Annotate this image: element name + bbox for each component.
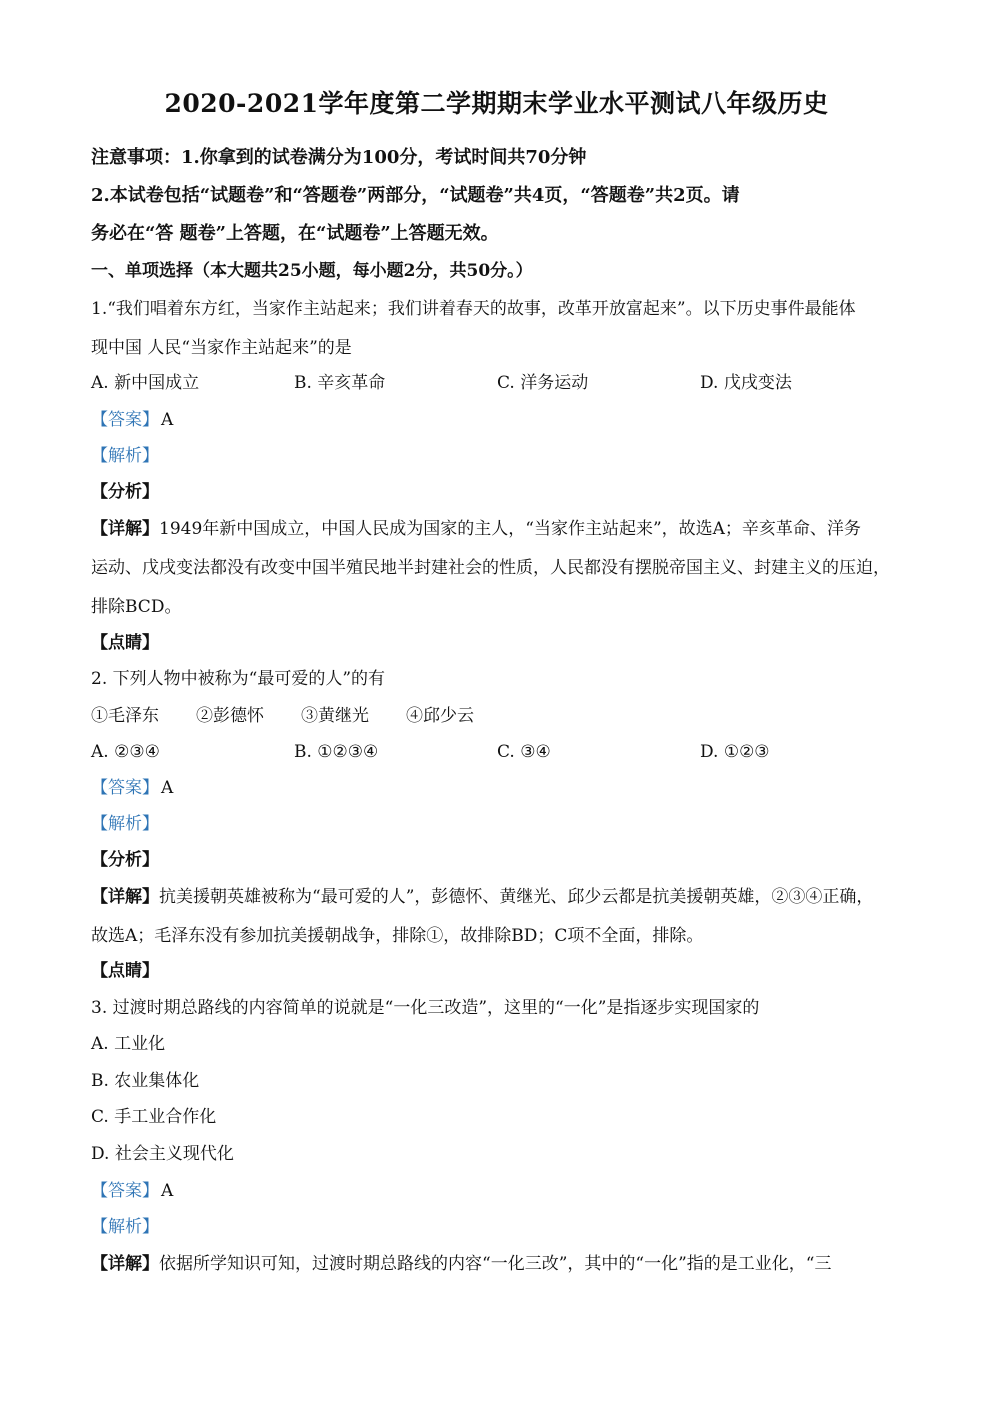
q2-fenxi-tag: 【分析】 <box>91 850 159 870</box>
q3-stem-line-1: 3. 过渡时期总路线的内容简单的说就是“一化三改造”，这里的“一化”是指逐步实现国家的 <box>91 998 760 1018</box>
q2-item-1: ①毛泽东 <box>91 706 159 726</box>
q2-dianjing-line <box>91 956 159 986</box>
q1-detail-line-2: 运动、戊戌变法都没有改变中国半殖民地半封建社会的性质，人民都没有摆脱帝国主义、封建主义的压迫， <box>91 558 890 578</box>
q1-answer-tag: 【答案】 <box>91 410 159 430</box>
q2-option-d: D. ①②③ <box>700 742 770 762</box>
q2-option-c: C. ③④ <box>497 742 551 762</box>
q3-answer-tag: 【答案】 <box>91 1181 159 1201</box>
q1-dianjing-tag: 【点睛】 <box>91 633 159 653</box>
q1-option-c: C. 洋务运动 <box>497 373 589 393</box>
q1-detail-line-3: 排除BCD。 <box>91 597 182 617</box>
q1-detail-tag: 【详解】 <box>91 519 159 539</box>
q3-detail-text-1: 依据所学知识可知，过渡时期总路线的内容“一化三改”，其中的“一化”指的是工业化，“三 <box>159 1254 832 1274</box>
q3-option-a: A. 工业化 <box>91 1034 166 1054</box>
q2-detail-line-2: 故选A；毛泽东没有参加抗美援朝战争，排除①，故排除BD；C项不全面，排除。 <box>91 926 704 946</box>
q3-analysis-tag: 【解析】 <box>91 1217 159 1237</box>
q2-dianjing-tag: 【点睛】 <box>91 961 159 981</box>
notice-line-2: 2.本试卷包括“试题卷”和“答题卷”两部分，“试题卷”共4页，“答题卷”共2页。请 <box>91 185 740 206</box>
q2-option-a: A. ②③④ <box>91 742 160 762</box>
notice-line-3: 务必在“答 题卷”上答题，在“试题卷”上答题无效。 <box>91 223 499 244</box>
q1-detail-line-1 <box>91 514 861 544</box>
notice-line-1: 注意事项：1.你拿到的试卷满分为100分，考试时间共70分钟 <box>91 147 587 168</box>
q1-stem-line-2: 现中国 人民“当家作主站起来”的是 <box>91 338 352 358</box>
q1-fenxi-tag: 【分析】 <box>91 482 159 502</box>
q3-detail-line-1 <box>91 1249 831 1279</box>
q3-option-b: B. 农业集体化 <box>91 1071 200 1091</box>
q2-answer-line <box>91 773 173 803</box>
q3-analysis-line <box>91 1212 159 1242</box>
q2-item-2: ②彭德怀 <box>196 706 264 726</box>
q1-option-a: A. 新中国成立 <box>91 373 200 393</box>
q2-option-b: B. ①②③④ <box>294 742 379 762</box>
q1-dianjing-line <box>91 628 159 658</box>
q2-answer-value: A <box>161 778 174 798</box>
q1-detail-text-1: 1949年新中国成立，中国人民成为国家的主人，“当家作主站起来”，故选A；辛亥革命、洋务 <box>159 519 861 539</box>
q1-fenxi-line <box>91 477 159 507</box>
q1-analysis-tag: 【解析】 <box>91 446 159 466</box>
q3-answer-value: A <box>161 1181 174 1201</box>
q2-analysis-line <box>91 809 159 839</box>
q3-option-c: C. 手工业合作化 <box>91 1107 217 1127</box>
q2-detail-tag: 【详解】 <box>91 887 159 907</box>
q1-analysis-line <box>91 441 159 471</box>
q2-detail-text-1: 抗美援朝英雄被称为“最可爱的人”，彭德怀、黄继光、邱少云都是抗美援朝英雄，②③④正确， <box>159 887 874 907</box>
section-heading: 一、单项选择（本大题共25小题，每小题2分，共50分。） <box>91 261 533 281</box>
q3-option-d: D. 社会主义现代化 <box>91 1144 234 1164</box>
q2-answer-tag: 【答案】 <box>91 778 159 798</box>
q2-analysis-tag: 【解析】 <box>91 814 159 834</box>
q2-item-3: ③黄继光 <box>301 706 369 726</box>
q1-answer-line <box>91 405 173 435</box>
q3-answer-line <box>91 1176 173 1206</box>
page-title: 2020-2021学年度第二学期期末学业水平测试八年级历史 <box>164 89 829 118</box>
q2-fenxi-line <box>91 845 159 875</box>
q1-stem-line-1: 1.“我们唱着东方红，当家作主站起来；我们讲着春天的故事，改革开放富起来”。以下历史事件最能体 <box>91 299 856 319</box>
q2-detail-line-1 <box>91 882 873 912</box>
q2-stem-line-1: 2. 下列人物中被称为“最可爱的人”的有 <box>91 669 386 689</box>
q3-detail-tag: 【详解】 <box>91 1254 159 1274</box>
q2-item-4: ④邱少云 <box>406 706 474 726</box>
q1-answer-value: A <box>161 410 174 430</box>
q1-option-d: D. 戊戌变法 <box>700 373 792 393</box>
q1-option-b: B. 辛亥革命 <box>294 373 386 393</box>
